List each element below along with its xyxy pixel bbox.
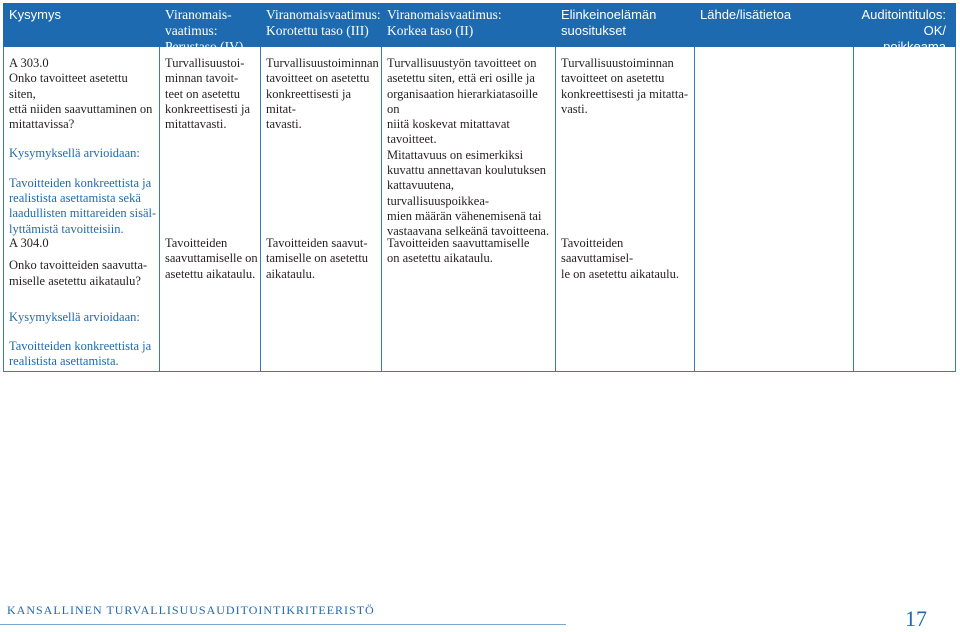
header-business-line1: Elinkeinoelämän bbox=[561, 7, 657, 22]
requirement-line: on asetettu aikataulu. bbox=[387, 251, 493, 266]
requirement-line: tavoitteet on asetettu bbox=[266, 71, 370, 86]
question-text-line: mitattavissa? bbox=[9, 117, 75, 132]
assessment-text-line: laadullisten mittareiden sisäl- bbox=[9, 206, 157, 221]
grid-line bbox=[159, 47, 160, 372]
requirement-line: teet on asetettu bbox=[165, 86, 240, 101]
header-audit-line2: OK/ poikkeama bbox=[883, 23, 946, 54]
requirement-line: asetettu siten, että eri osille ja bbox=[387, 71, 535, 86]
header-audit-line1: Auditointitulos: bbox=[861, 7, 946, 22]
requirement-line: niitä koskevat mitattavat tavoitteet. bbox=[387, 117, 510, 147]
level-ii-cell-a303 bbox=[387, 56, 553, 240]
requirement-line: Tavoitteiden saavuttamiselle bbox=[387, 236, 530, 250]
grid-line bbox=[853, 47, 854, 372]
assessment-text-line: Tavoitteiden konkreettista ja bbox=[9, 339, 152, 354]
assessment-text-line: realistista asettamista. bbox=[9, 354, 119, 369]
header-level-iv-line3: Perustaso (IV) bbox=[165, 39, 244, 54]
assessment-label: Kysymyksellä arvioidaan: bbox=[9, 146, 140, 161]
header-level-iv bbox=[159, 3, 260, 54]
question-cell-a304 bbox=[9, 236, 157, 370]
recommendation-line: Tavoitteiden saavuttamisel- bbox=[561, 236, 634, 266]
question-text-line: miselle asetettu aikataulu? bbox=[9, 273, 141, 288]
recommendation-line: le on asetettu aikataulu. bbox=[561, 266, 680, 281]
requirement-line: minnan tavoit- bbox=[165, 71, 239, 86]
grid-line bbox=[3, 371, 956, 372]
requirement-line: aikataulu. bbox=[266, 266, 315, 281]
header-source-label: Lähde/lisätietoa bbox=[700, 7, 792, 22]
recommendation-line: vasti. bbox=[561, 101, 588, 116]
header-level-iii-line2: Korotettu taso (III) bbox=[266, 23, 369, 38]
business-cell-a303 bbox=[561, 56, 692, 117]
grid-line bbox=[260, 47, 261, 372]
requirement-line: vastaavana selkeänä tavoitteena. bbox=[387, 224, 550, 239]
table-header bbox=[3, 3, 956, 54]
requirement-line: tavasti. bbox=[266, 117, 302, 132]
footer-divider bbox=[0, 624, 566, 625]
recommendation-line: konkreettisesti ja mitatta- bbox=[561, 86, 689, 101]
page-number: 17 bbox=[905, 606, 927, 631]
level-iv-cell-a304 bbox=[165, 236, 258, 282]
header-question-label: Kysymys bbox=[9, 7, 61, 22]
grid-line bbox=[381, 47, 382, 372]
header-level-ii-line1: Viranomaisvaatimus: bbox=[387, 7, 502, 22]
assessment-text-line: lyttämistä tavoitteisiin. bbox=[9, 221, 124, 236]
criteria-table bbox=[3, 3, 956, 372]
requirement-line: Turvallisuustyön tavoitteet on bbox=[387, 56, 537, 70]
level-iii-cell-a303 bbox=[266, 56, 379, 132]
grid-line bbox=[955, 47, 956, 372]
question-text-line: Onko tavoitteiden saavutta- bbox=[9, 258, 148, 273]
level-iii-cell-a304 bbox=[266, 236, 379, 282]
header-level-iii bbox=[260, 3, 381, 47]
header-level-ii-line2: Korkea taso (II) bbox=[387, 23, 474, 38]
requirement-line: kuvattu annettavan koulutuksen bbox=[387, 163, 546, 178]
grid-line bbox=[3, 47, 4, 372]
requirement-line: Mitattavuus on esimerkiksi bbox=[387, 147, 524, 162]
header-source bbox=[694, 3, 853, 47]
header-audit-result bbox=[853, 3, 956, 54]
requirement-line: Turvallisuustoiminnan bbox=[266, 56, 379, 70]
requirement-line: saavuttamiselle on bbox=[165, 251, 258, 266]
header-business-line2: suositukset bbox=[561, 23, 627, 38]
header-level-iii-line1: Viranomaisvaatimus: bbox=[266, 7, 381, 22]
question-text-line: että niiden saavuttaminen on bbox=[9, 101, 153, 116]
requirement-line: kattavuutena, turvallisuuspoikkea- bbox=[387, 178, 490, 208]
question-text-line: Onko tavoitteet asetettu siten, bbox=[9, 71, 128, 101]
requirement-line: Turvallisuustoi- bbox=[165, 56, 245, 70]
requirement-line: Tavoitteiden bbox=[165, 236, 228, 250]
requirement-line: asetettu aikataulu. bbox=[165, 266, 256, 281]
question-id: A 304.0 bbox=[9, 236, 49, 250]
level-ii-cell-a304 bbox=[387, 236, 553, 267]
business-cell-a304 bbox=[561, 236, 692, 282]
requirement-line: tamiselle on asetettu bbox=[266, 251, 369, 266]
recommendation-line: Turvallisuustoiminnan bbox=[561, 56, 674, 70]
assessment-label: Kysymyksellä arvioidaan: bbox=[9, 309, 140, 324]
requirement-line: mitattavasti. bbox=[165, 117, 227, 132]
requirement-line: mien määrän vähenemisenä tai bbox=[387, 208, 542, 223]
requirement-line: konkreettisesti ja mitat- bbox=[266, 86, 352, 116]
question-id: A 303.0 bbox=[9, 56, 49, 70]
header-question bbox=[3, 3, 159, 47]
question-cell-a303 bbox=[9, 56, 157, 237]
requirement-line: organisaation hierarkiatasoille on bbox=[387, 86, 538, 116]
assessment-text-line: Tavoitteiden konkreettista ja bbox=[9, 175, 152, 190]
requirement-line: Tavoitteiden saavut- bbox=[266, 236, 368, 250]
header-level-iv-line1: Viranomais- bbox=[165, 7, 232, 22]
grid-line bbox=[694, 47, 695, 372]
header-level-iv-line2: vaatimus: bbox=[165, 23, 218, 38]
level-iv-cell-a303 bbox=[165, 56, 258, 132]
document-title: KANSALLINEN TURVALLISUUSAUDITOINTIKRITEERISTÖ bbox=[7, 603, 375, 617]
requirement-line: konkreettisesti ja bbox=[165, 101, 251, 116]
header-business bbox=[555, 3, 694, 47]
header-level-ii bbox=[381, 3, 555, 47]
recommendation-line: tavoitteet on asetettu bbox=[561, 71, 665, 86]
assessment-text-line: realistista asettamista sekä bbox=[9, 191, 141, 206]
grid-line bbox=[555, 47, 556, 372]
